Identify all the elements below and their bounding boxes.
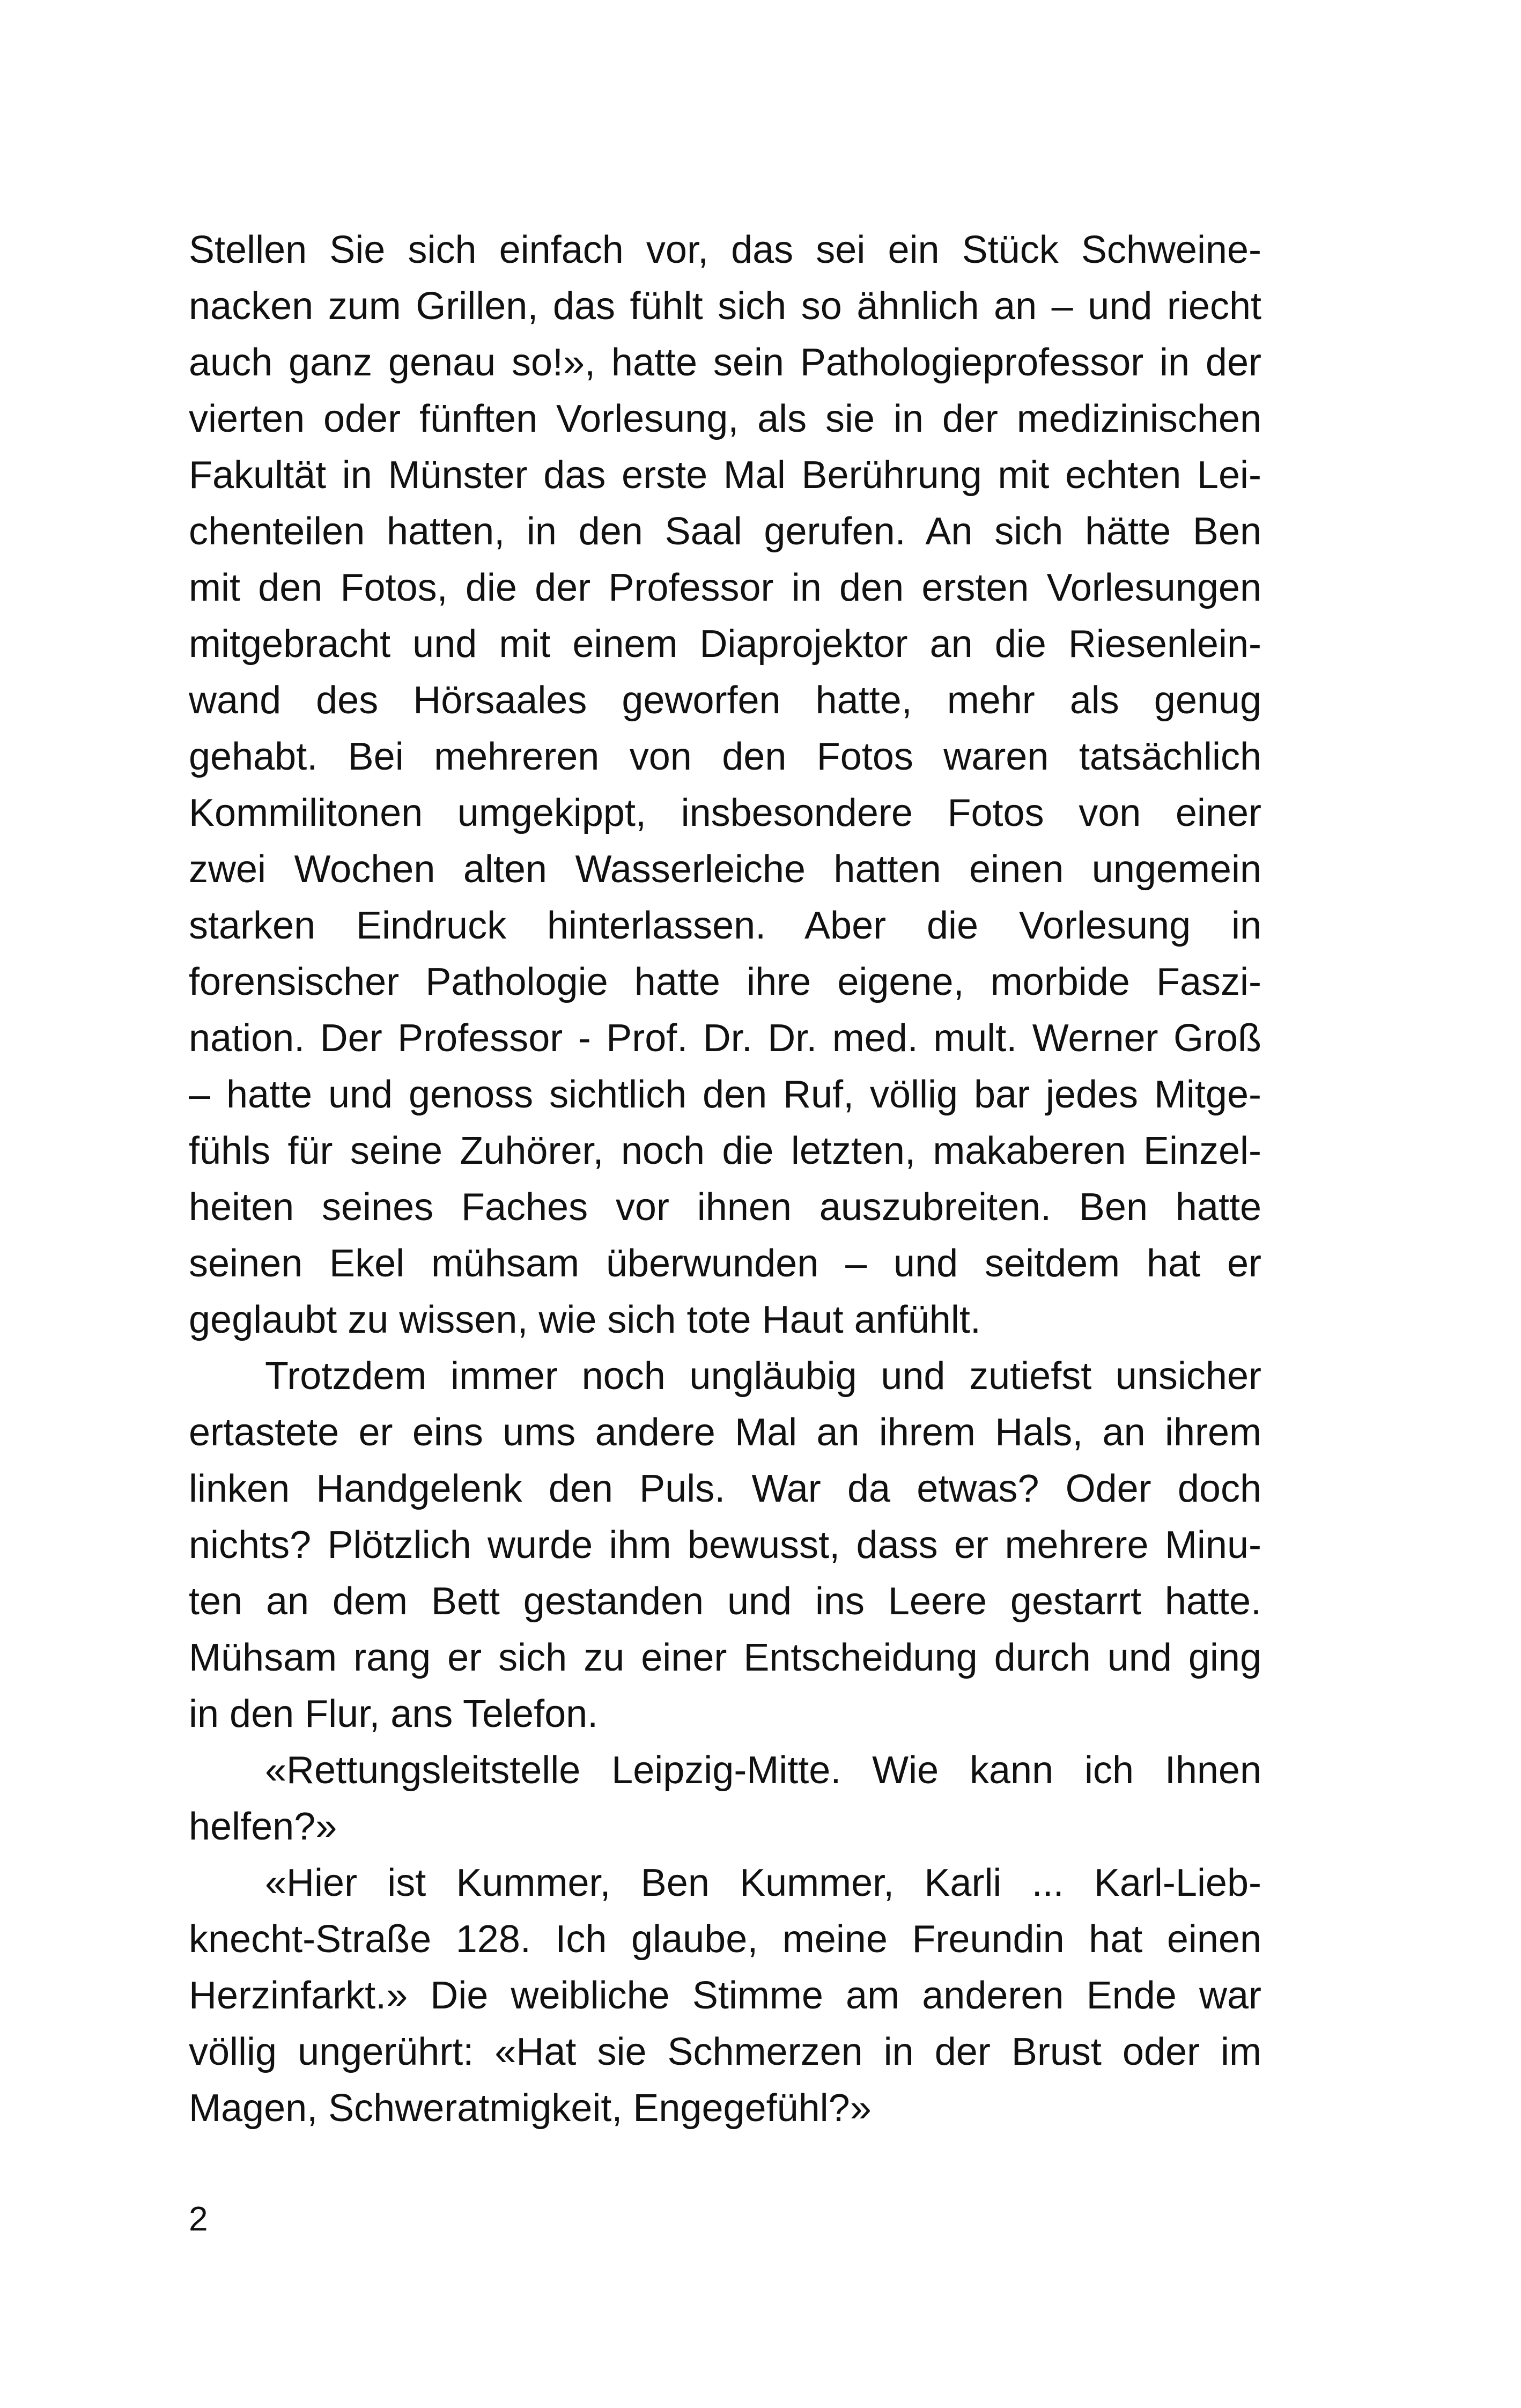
text-line: gehabt. Bei mehreren von den Fotos waren tatsächlich xyxy=(189,735,1261,778)
text-line: chenteilen hatten, in den Saal gerufen. An sich hätte Ben xyxy=(189,510,1261,553)
text-line: völlig ungerührt: «Hat sie Schmerzen in der Brust oder im xyxy=(189,2030,1261,2073)
text-line: Trotzdem immer noch ungläubig und zutiefst unsicher xyxy=(265,1355,1261,1398)
text-line: Stellen Sie sich einfach vor, das sei ein Stück Schweine- xyxy=(189,228,1261,271)
text-line: wand des Hörsaales geworfen hatte, mehr als genug xyxy=(189,679,1261,722)
text-line: starken Eindruck hinterlassen. Aber die Vorlesung in xyxy=(189,904,1261,947)
text-line: helfen?» xyxy=(189,1805,337,1848)
text-line: Kommilitonen umgekippt, insbesondere Fotos von einer xyxy=(189,792,1261,834)
text-line: nacken zum Grillen, das fühlt sich so ähnlich an – und riecht xyxy=(189,285,1261,328)
text-line: – hatte und genoss sichtlich den Ruf, völlig bar jedes Mitge- xyxy=(189,1073,1261,1116)
text-line: knecht-Straße 128. Ich glaube, meine Freundin hat einen xyxy=(189,1918,1261,1961)
text-line: heiten seines Faches vor ihnen auszubreiten. Ben hatte xyxy=(189,1186,1261,1229)
text-line: ertastete er eins ums andere Mal an ihrem Hals, an ihrem xyxy=(189,1411,1261,1454)
text-line: Mühsam rang er sich zu einer Entscheidung durch und ging xyxy=(189,1636,1261,1679)
text-line: Herzinfarkt.» Die weibliche Stimme am anderen Ende war xyxy=(189,1974,1261,2017)
text-line: fühls für seine Zuhörer, noch die letzten, makaberen Einzel- xyxy=(189,1129,1261,1172)
text-line: zwei Wochen alten Wasserleiche hatten einen ungemein xyxy=(189,848,1261,891)
text-line: mitgebracht und mit einem Diaprojektor an die Riesenlein- xyxy=(189,623,1261,666)
text-line: vierten oder fünften Vorlesung, als sie in der medizinischen xyxy=(189,397,1261,440)
text-line: geglaubt zu wissen, wie sich tote Haut anfühlt. xyxy=(189,1298,981,1341)
page-number: 2 xyxy=(189,2199,208,2238)
text-line: «Rettungsleitstelle Leipzig-Mitte. Wie kann ich Ihnen xyxy=(265,1749,1261,1792)
text-line: mit den Fotos, die der Professor in den ersten Vorlesungen xyxy=(189,566,1261,609)
text-line: forensischer Pathologie hatte ihre eigene, morbide Faszi- xyxy=(189,961,1261,1003)
text-line: linken Handgelenk den Puls. War da etwas? Oder doch xyxy=(189,1467,1261,1510)
text-line: «Hier ist Kummer, Ben Kummer, Karli ... Karl-Lieb- xyxy=(265,1862,1261,1904)
text-line: seinen Ekel mühsam überwunden – und seitdem hat er xyxy=(189,1242,1261,1285)
text-line: Fakultät in Münster das erste Mal Berührung mit echten Lei- xyxy=(189,454,1261,497)
text-line: Magen, Schweratmigkeit, Engegefühl?» xyxy=(189,2087,872,2130)
text-line: ten an dem Bett gestanden und ins Leere gestarrt hatte. xyxy=(189,1580,1261,1623)
text-line: nation. Der Professor - Prof. Dr. Dr. med. mult. Werner Groß xyxy=(189,1017,1261,1060)
text-line: auch ganz genau so!», hatte sein Pathologieprofessor in der xyxy=(189,341,1261,384)
text-line: nichts? Plötzlich wurde ihm bewusst, dass er mehrere Minu- xyxy=(189,1524,1261,1567)
text-line: in den Flur, ans Telefon. xyxy=(189,1693,599,1735)
